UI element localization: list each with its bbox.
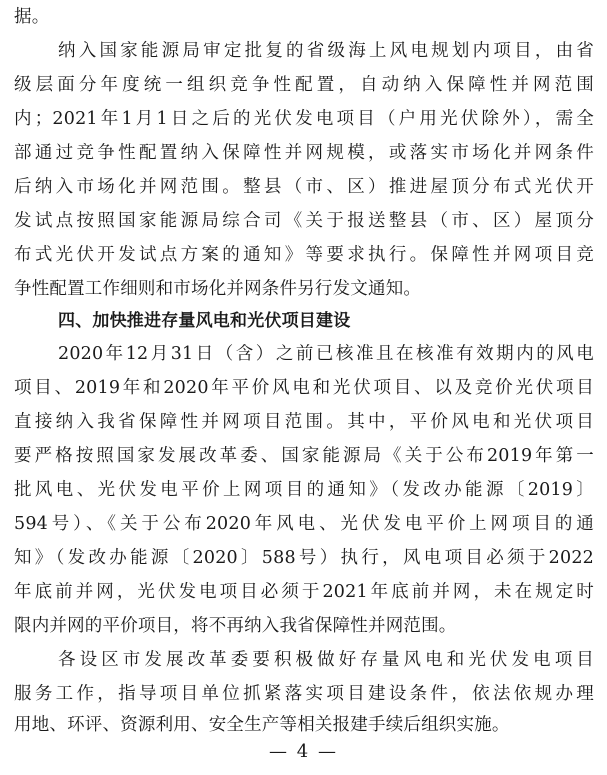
text-line: 据。 (14, 7, 50, 27)
paragraph-start-line: 各设区市发展改革委要积极做好存量风电和光伏发电项目 (58, 650, 594, 670)
text-line: 部通过竞争性配置纳入保障性并网规模，或落实市场化并网条件 (14, 143, 594, 163)
text-line: 发试点按照国家能源局综合司《关于报送整县（市、区）屋顶分 (14, 211, 594, 231)
text-line: 后纳入市场化并网范围。整县（市、区）推进屋顶分布式光伏开 (14, 177, 594, 197)
section-heading: 四、加快推进存量风电和光伏项目建设 (58, 311, 351, 331)
page-number: — 4 — (269, 741, 338, 762)
text-line: 级层面分年度统一组织竞争性配置，自动纳入保障性并网范围 (14, 75, 594, 95)
text-line: 限内并网的平价项目，将不再纳入我省保障性并网范围。 (14, 616, 457, 636)
text-line: 直接纳入我省保障性并网项目范围。其中，平价风电和光伏项目 (14, 412, 594, 432)
text-line: 服务工作，指导项目单位抓紧落实项目建设条件，依法依规办理 (14, 684, 594, 704)
paragraph-start-line: 纳入国家能源局审定批复的省级海上风电规划内项目，由省 (58, 41, 594, 61)
text-line: 用地、环评、资源利用、安全生产等相关报建手续后组织实施。 (14, 715, 510, 735)
text-line: 年底前并网，光伏发电项目必须于2021年底前并网，未在规定时 (14, 582, 594, 602)
text-line: 内；2021年1月1日之后的光伏发电项目（户用光伏除外），需全 (14, 109, 594, 129)
paragraph-start-line: 2020年12月31日（含）之前已核准且在核准有效期内的风电 (58, 344, 594, 364)
text-line: 争性配置工作细则和市场化并网条件另行发文通知。 (14, 279, 422, 299)
text-line: 知》（发改办能源〔2020〕588号）执行，风电项目必须于2022 (14, 548, 594, 568)
text-line: 布式光伏开发试点方案的通知》等要求执行。保障性并网项目竞 (14, 245, 594, 265)
text-line: 项目、2019年和2020年平价风电和光伏项目、以及竞价光伏项目 (14, 378, 594, 398)
text-line: 要严格按照国家发展改革委、国家能源局《关于公布2019年第一 (14, 446, 594, 466)
text-line: 594号）、《关于公布2020年风电、光伏发电平价上网项目的通 (14, 514, 594, 534)
text-line: 批风电、光伏发电平价上网项目的通知》（发改办能源〔2019〕 (14, 480, 594, 500)
